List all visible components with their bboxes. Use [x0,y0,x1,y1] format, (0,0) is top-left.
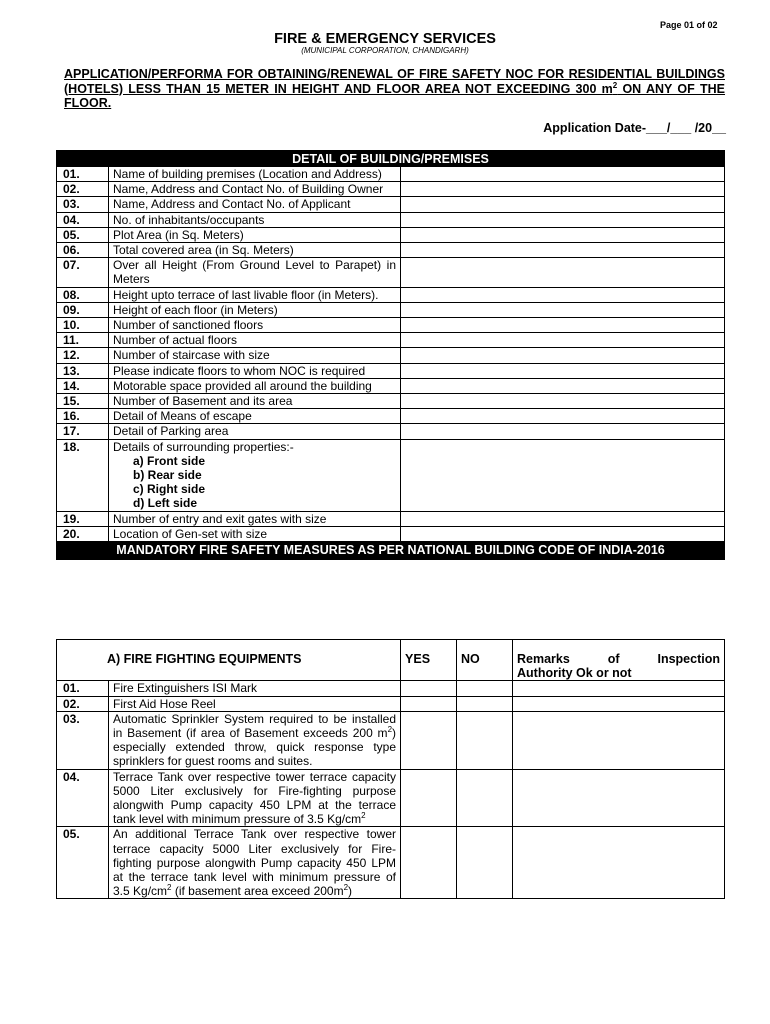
answer-cell[interactable] [401,318,725,333]
table-row [57,711,725,769]
equipment-header-row [57,640,725,681]
row-number: 15. [57,394,109,409]
answer-cell[interactable] [401,333,725,348]
row-number: 05. [57,227,109,242]
yes-cell[interactable] [401,827,457,899]
answer-cell[interactable] [401,424,725,439]
answer-cell[interactable] [401,197,725,212]
table-row [57,227,725,242]
row-number: 13. [57,363,109,378]
row-label: Height of each floor (in Meters) [109,302,401,317]
row-label: Detail of Parking area [109,424,401,439]
row-number: 03. [57,711,109,769]
answer-cell[interactable] [401,378,725,393]
row-label: Number of actual floors [109,333,401,348]
answer-cell[interactable] [401,212,725,227]
no-cell[interactable] [457,827,513,899]
surrounding-label: Details of surrounding properties:- [113,439,294,454]
no-cell[interactable] [457,681,513,696]
row-label: Terrace Tank over respective tower terrace capacity 5000 Liter exclusively for Fire-fighting purpose alongwith Pump capacity 450 LPM at the terrace tank level with minimum pressure of 3.5 $Kg/cm^2$ [109,769,401,827]
row-number: 14. [57,378,109,393]
remarks-cell[interactable] [513,769,725,827]
row-label: Number of Basement and its area [109,394,401,409]
row-number: 09. [57,302,109,317]
table-row [57,348,725,363]
row-number: 12. [57,348,109,363]
table-row [57,258,725,287]
right-side-label: c) Right side [133,482,206,497]
table-row [57,333,725,348]
row-label: Name of building premises (Location and Address) [109,167,401,182]
fire-equipment-table [56,639,725,899]
row-number: 17. [57,424,109,439]
row-label: No. of inhabitants/occupants [109,212,401,227]
row-number: 08. [57,287,109,302]
table-row [57,363,725,378]
table-row [57,394,725,409]
table-row [57,681,725,696]
no-cell[interactable] [457,769,513,827]
yes-cell[interactable] [401,681,457,696]
row-label: First Aid Hose Reel [109,696,401,711]
application-date: Application Date-___/___ /20__ [543,121,726,135]
row-label: Location of Gen-set with size [109,526,401,541]
row-label: Please indicate floors to whom NOC is required [109,363,401,378]
table-row [57,511,725,526]
row-number: 18. [57,439,109,511]
row-number: 06. [57,243,109,258]
table-row [57,287,725,302]
answer-cell[interactable] [401,302,725,317]
table-row [57,302,725,317]
section-title-mandatory: MANDATORY FIRE SAFETY MEASURES AS PER NATIONAL BUILDING CODE OF INDIA-2016 [57,542,725,560]
table-row [57,409,725,424]
no-column-header: NO [457,640,513,681]
organization-title: FIRE & EMERGENCY SERVICES [274,31,496,47]
row-label: Height upto terrace of last livable floor (in Meters). [109,287,401,302]
answer-cell[interactable] [401,258,725,287]
table-row [57,696,725,711]
answer-cell[interactable] [401,287,725,302]
table-row [57,182,725,197]
yes-cell[interactable] [401,711,457,769]
row-number: 11. [57,333,109,348]
answer-cell[interactable] [401,511,725,526]
remarks-column-header [513,640,725,681]
form-heading: APPLICATION/PERFORMA FOR OBTAINING/RENEWAL OF FIRE SAFETY NOC FOR RESIDENTIAL BUILDINGS (HOTELS) LESS THAN 15 METER IN HEIGHT AND FLOOR AREA NOT EXCEEDING 300 $m^2$ ON ANY OF THE FLOOR. [64,67,726,110]
answer-cell[interactable] [401,167,725,182]
row-label: Number of staircase with size [109,348,401,363]
table-row [57,243,725,258]
row-label: Over all Height (From Ground Level to Parapet) in Meters [109,258,401,287]
answer-cell[interactable] [401,348,725,363]
no-cell[interactable] [457,711,513,769]
table-row [57,424,725,439]
front-side-label: a) Front side [133,453,206,468]
row-number: 16. [57,409,109,424]
row-label: Total covered area (in Sq. Meters) [109,243,401,258]
yes-cell[interactable] [401,696,457,711]
answer-cell[interactable] [401,227,725,242]
remarks-cell[interactable] [513,711,725,769]
row-number: 02. [57,696,109,711]
row-label [109,439,401,511]
row-number: 01. [57,167,109,182]
table-row [57,526,725,541]
answer-cell[interactable] [401,394,725,409]
row-label: Name, Address and Contact No. of Building Owner [109,182,401,197]
row-number: 02. [57,182,109,197]
remarks-header-line2: Authority Ok or not [517,666,632,681]
row-label: An additional Terrace Tank over respective tower terrace capacity 5000 Liter exclusively for Fire-fighting purpose alongwith Pump capacity 450 LPM at the terrace tank level with minimum pressure of 3.5 $Kg/cm^2$ (if basement area exceed $200m^2$) [109,827,401,899]
remarks-cell[interactable] [513,681,725,696]
row-number: 04. [57,769,109,827]
table-row [57,318,725,333]
row-number: 05. [57,827,109,899]
page-number: Page 01 of 02 [660,20,718,30]
answer-cell[interactable] [401,439,725,511]
organization-subtitle: (MUNICIPAL CORPORATION, CHANDIGARH) [301,46,469,55]
row-label: Plot Area (in Sq. Meters) [109,227,401,242]
yes-column-header: YES [401,640,457,681]
table-row [57,212,725,227]
answer-cell[interactable] [401,243,725,258]
section-title-building: DETAIL OF BUILDING/PREMISES [57,151,725,167]
left-side-label: d) Left side [133,496,198,511]
row-number: 20. [57,526,109,541]
remarks-header-line1: Remarks of Inspection [517,652,720,666]
rear-side-label: b) Rear side [133,468,202,483]
table-row [57,167,725,182]
table-row [57,197,725,212]
row-label: Fire Extinguishers ISI Mark [109,681,401,696]
remarks-cell[interactable] [513,827,725,899]
row-label: Automatic Sprinkler System required to be installed in Basement (if area of Basement exceeds 200 $m^2$) especially extended throw, quick response type sprinklers for guest rooms and suites. [109,711,401,769]
row-number: 19. [57,511,109,526]
building-details-table [56,150,725,560]
yes-cell[interactable] [401,769,457,827]
fire-fighting-equipments-heading: A) FIRE FIGHTING EQUIPMENTS [57,640,401,681]
no-cell[interactable] [457,696,513,711]
remarks-cell[interactable] [513,696,725,711]
answer-cell[interactable] [401,182,725,197]
answer-cell[interactable] [401,409,725,424]
table-row [57,827,725,899]
row-number: 01. [57,681,109,696]
table-row [57,439,725,511]
row-label: Number of entry and exit gates with size [109,511,401,526]
row-number: 04. [57,212,109,227]
row-label: Motorable space provided all around the building [109,378,401,393]
row-number: 10. [57,318,109,333]
row-label: Name, Address and Contact No. of Applicant [109,197,401,212]
row-label: Number of sanctioned floors [109,318,401,333]
row-number: 03. [57,197,109,212]
row-number: 07. [57,258,109,287]
table-row [57,378,725,393]
answer-cell[interactable] [401,363,725,378]
answer-cell[interactable] [401,526,725,541]
table-row [57,769,725,827]
row-label: Detail of Means of escape [109,409,401,424]
